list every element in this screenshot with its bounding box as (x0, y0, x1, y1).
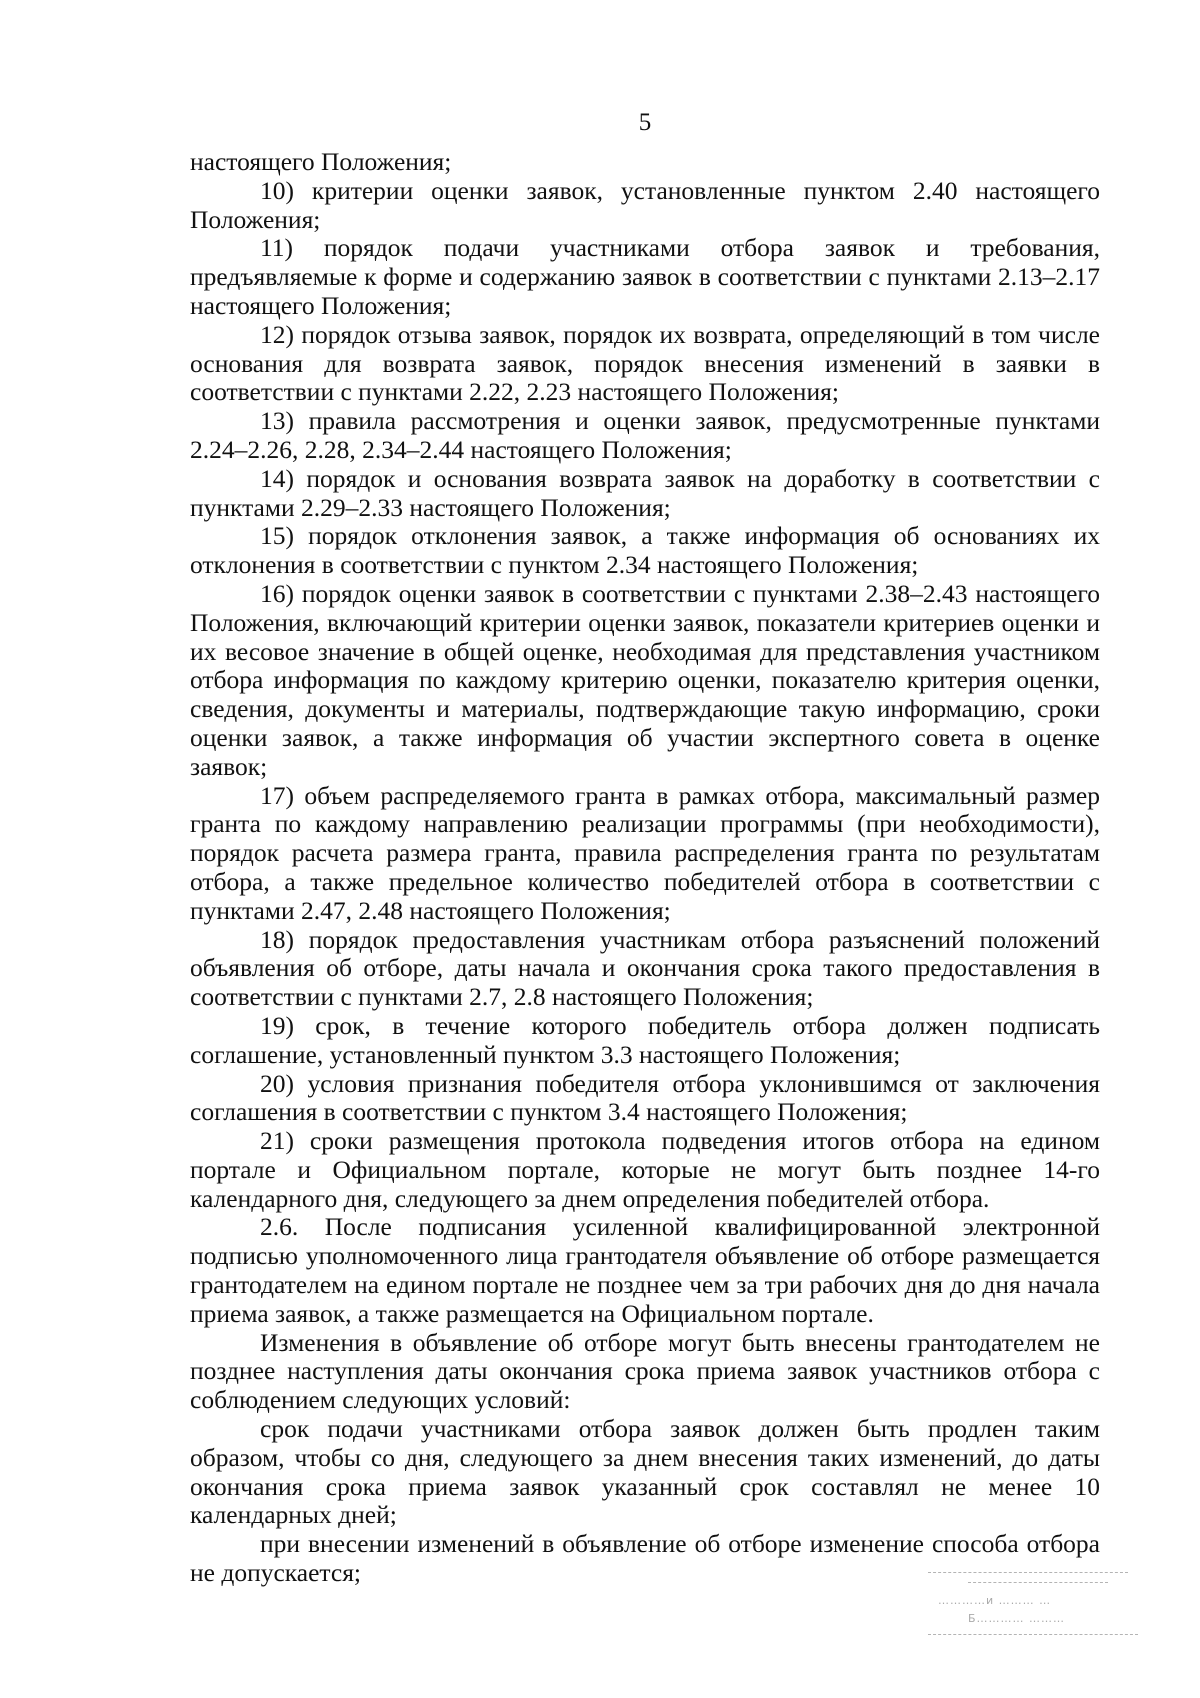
list-item-10: 10) критерии оценки заявок, установленные пунктом 2.40 настоящего Положения; (190, 175, 1100, 234)
paragraph-continuation: настоящего Положения; (190, 147, 452, 176)
list-item-11: 11) порядок подачи участниками отбора заявок и требования, предъявляемые к форме и содержанию заявок в соответствии с пунктами 2.13–2.17 настоящего Положения; (190, 233, 1100, 320)
list-item-20: 20) условия признания победителя отбора уклонившимся от заключения соглашения в соответствии с пунктом 3.4 настоящего Положения; (190, 1068, 1100, 1127)
condition-deadline: срок подачи участниками отбора заявок должен быть продлен таким образом, чтобы со дня, следующего за днем внесения таких изменений, до даты окончания срока приема заявок указанный срок составлял не менее 10 календарных дней; (190, 1414, 1100, 1530)
stamp-line-1: …………и ……… … (938, 1594, 1052, 1607)
list-item-15: 15) порядок отклонения заявок, а также информация об основаниях их отклонения в соответствии с пунктом 2.34 настоящего Положения; (190, 521, 1100, 580)
paragraph-changes: Изменения в объявление об отборе могут быть внесены грантодателем не позднее наступления даты окончания срока приема заявок участников отбора с соблюдением следующих условий: (190, 1327, 1100, 1415)
section-2-6: 2.6. После подписания усиленной квалифицированной электронной подписью уполномоченного лица грантодателя объявление об отборе размещается грантодателем на едином портале не позднее чем за три рабочих дня до дня начала приема заявок, а также размещается на Официальном портале. (190, 1212, 1100, 1328)
condition-method: при внесении изменений в объявление об отборе изменение способа отбора не допускается; (190, 1529, 1100, 1588)
list-item-17: 17) объем распределяемого гранта в рамках отбора, максимальный размер гранта по каждому направлению реализации программы (при необходимости), порядок расчета размера гранта, правила распределения гранта по результатам отбора, а также предельное количество победителей отбора в соответствии с пунктами 2.47, 2.48 настоящего Положения; (190, 780, 1100, 925)
page-number: 5 (638, 109, 652, 136)
document-body (190, 148, 1100, 1588)
stamp-line-2: Б………… ……… (968, 1612, 1066, 1625)
list-item-16: 16) порядок оценки заявок в соответствии с пунктами 2.38–2.43 настоящего Положения, включающий критерии оценки заявок, показатели критериев оценки и их весовое значение в общей оценке, необходимая для представления участником отбора информация по каждому критерию оценки, показателю критерия оценки, сведения, документы и материалы, подтверждающие такую информацию, сроки оценки заявок, а также информация об участии экспертного совета в оценке заявок; (190, 578, 1100, 781)
list-item-14: 14) порядок и основания возврата заявок на доработку в соответствии с пунктами 2.29–2.33 настоящего Положения; (190, 463, 1100, 522)
list-item-13: 13) правила рассмотрения и оценки заявок, предусмотренные пунктами 2.24–2.26, 2.28, 2.34–2.44 настоящего Положения; (190, 406, 1100, 464)
list-item-18: 18) порядок предоставления участникам отбора разъяснений положений объявления об отборе, даты начала и окончания срока такого предоставления в соответствии с пунктами 2.7, 2.8 настоящего Положения; (190, 924, 1100, 1012)
faded-stamp (928, 1566, 1153, 1642)
list-item-19: 19) срок, в течение которого победитель отбора должен подписать соглашение, установленный пунктом 3.3 настоящего Положения; (190, 1010, 1100, 1069)
list-item-21: 21) сроки размещения протокола подведения итогов отбора на едином портале и Официальном портале, которые не могут быть позднее 14-го календарного дня, следующего за днем определения победителей отбора. (190, 1126, 1100, 1213)
list-item-12: 12) порядок отзыва заявок, порядок их возврата, определяющий в том числе основания для возврата заявок, порядок внесения изменений в заявки в соответствии с пунктами 2.22, 2.23 настоящего Положения; (190, 319, 1100, 407)
